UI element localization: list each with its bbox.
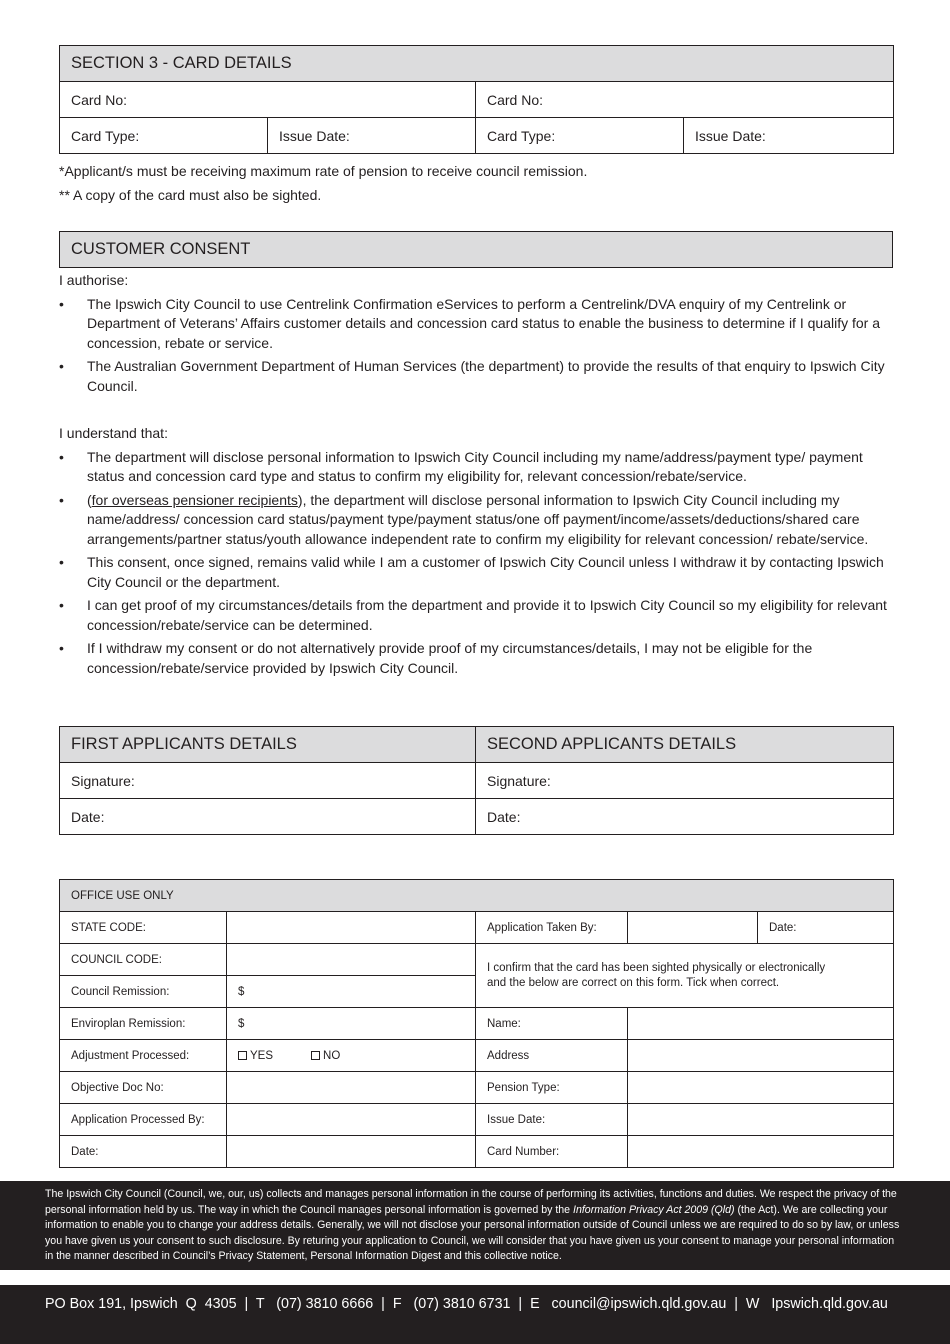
- card-type-field-1[interactable]: Card Type:: [60, 118, 268, 154]
- application-taken-by-field[interactable]: [628, 912, 758, 944]
- checkbox-icon: [311, 1051, 320, 1060]
- pension-type-label: Pension Type:: [476, 1072, 628, 1104]
- card-no-field-1[interactable]: Card No:: [60, 82, 476, 118]
- customer-consent-header: [59, 231, 893, 268]
- card-type-field-2[interactable]: Card Type:: [476, 118, 684, 154]
- application-processed-by-field[interactable]: [227, 1104, 476, 1136]
- list-item: • This consent, once signed, remains valid while I am a customer of Ipswich City Council unless I withdraw it by contacting Ipswich City Council or the department.: [59, 554, 884, 590]
- name-label: Name:: [476, 1008, 628, 1040]
- list-item: • If I withdraw my consent or do not alternatively provide proof of my circumstances/details, I may not be eligible for the concession/rebate/service provided by Ipswich City Council.: [59, 640, 813, 676]
- application-taken-by-label: Application Taken By:: [476, 912, 628, 944]
- council-code-label: COUNCIL CODE:: [60, 944, 227, 976]
- first-date-field[interactable]: Date:: [60, 799, 476, 835]
- card-number-label: Card Number:: [476, 1136, 628, 1168]
- state-code-label: STATE CODE:: [60, 912, 227, 944]
- card-details-table: [59, 45, 894, 154]
- authorise-block: [59, 271, 893, 400]
- state-code-field[interactable]: [227, 912, 476, 944]
- office-use-heading: OFFICE USE ONLY: [60, 880, 894, 912]
- council-remission-field[interactable]: $: [227, 976, 476, 1008]
- yes-checkbox[interactable]: YES: [238, 1050, 273, 1062]
- adjustment-processed-options: [227, 1040, 476, 1072]
- adjustment-processed-label: Adjustment Processed:: [60, 1040, 227, 1072]
- list-item: • I can get proof of my circumstances/details from the department and provide it to Ipswich City Council so my eligibility for relevant concession/rebate/service can be determined.: [59, 597, 887, 633]
- taken-date-field[interactable]: Date:: [758, 912, 894, 944]
- processed-date-label: Date:: [60, 1136, 227, 1168]
- customer-consent-heading: CUSTOMER CONSENT: [60, 232, 893, 268]
- first-applicant-heading: FIRST APPLICANTS DETAILS: [60, 727, 476, 763]
- card-sighted-confirmation[interactable]: I confirm that the card has been sighted physically or electronically and the below are correct on this form. Tick when correct.: [476, 944, 894, 1008]
- council-code-field[interactable]: [227, 944, 476, 976]
- issue-date-label: Issue Date:: [476, 1104, 628, 1136]
- office-use-table: [59, 879, 894, 1168]
- issue-date-field[interactable]: [628, 1104, 894, 1136]
- first-signature-field[interactable]: Signature:: [60, 763, 476, 799]
- checkbox-icon: [238, 1051, 247, 1060]
- understand-intro: I understand that:: [59, 425, 168, 441]
- overseas-recipients-text: for overseas pensioner recipients: [91, 491, 298, 508]
- card-number-field[interactable]: [628, 1136, 894, 1168]
- privacy-notice: The Ipswich City Council (Council, we, our, us) collects and manages personal information in the course of performing its activities, functions and duties. We respect the privacy of the personal information held by us. The way in which the Council manages personal information is governed by the Information Privacy Act 2009 (Qld) (the Act). We are collecting your information to enable you to change your address details. Generally, we will not disclose your personal information outside of Council unless we are required to do so by law, or unless you have given us your consent to such disclosure. By returing your application to Council, we will consider that you have given us your consent to manage your personal information in the manner described in Council’s Privacy Statement, Personal Information Digest and this collective notice.: [0, 1181, 950, 1270]
- issue-date-field-1[interactable]: Issue Date:: [268, 118, 476, 154]
- issue-date-field-2[interactable]: Issue Date:: [684, 118, 894, 154]
- understand-block: [59, 424, 893, 682]
- council-remission-label: Council Remission:: [60, 976, 227, 1008]
- pension-type-field[interactable]: [628, 1072, 894, 1104]
- objective-doc-no-label: Objective Doc No:: [60, 1072, 227, 1104]
- no-checkbox[interactable]: NO: [311, 1050, 340, 1062]
- objective-doc-no-field[interactable]: [227, 1072, 476, 1104]
- authorise-intro: I authorise:: [59, 272, 129, 288]
- card-details-heading: SECTION 3 - CARD DETAILS: [60, 46, 894, 82]
- name-field[interactable]: [628, 1008, 894, 1040]
- address-field[interactable]: [628, 1040, 894, 1072]
- list-item: • The Australian Government Department of Human Services (the department) to provide the results of that enquiry to Ipswich City Council.: [59, 358, 885, 394]
- application-processed-by-label: Application Processed By:: [60, 1104, 227, 1136]
- pension-rate-note: *Applicant/s must be receiving maximum rate of pension to receive council remission.: [59, 163, 588, 179]
- understand-list: [59, 448, 893, 679]
- enviroplan-remission-label: Enviroplan Remission:: [60, 1008, 227, 1040]
- contact-footer: PO Box 191, Ipswich Q 4305 | T (07) 3810 6666 | F (07) 3810 6731 | E council@ipswich.qld.gov.au | W Ipswich.qld.gov.au: [0, 1285, 950, 1344]
- processed-date-field[interactable]: [227, 1136, 476, 1168]
- second-signature-field[interactable]: Signature:: [476, 763, 894, 799]
- list-item: • (for overseas pensioner recipients), the department will disclose personal information to Ipswich City Council including my name/address/ concession card status/payment type/payment status/one off payment/income/assets/deductions/shared care arrangements/partner status/youth allowance independent rate to confirm my eligibility for relevant concession/ rebate/service.: [59, 491, 869, 547]
- second-date-field[interactable]: Date:: [476, 799, 894, 835]
- address-label: Address: [476, 1040, 628, 1072]
- second-applicant-heading: SECOND APPLICANTS DETAILS: [476, 727, 894, 763]
- card-sighted-note: ** A copy of the card must also be sighted.: [59, 187, 322, 203]
- list-item: • The department will disclose personal information to Ipswich City Council including my name/address/payment type/ payment status and concession card type and status to confirm my eligibility for, relevant concession/rebate/service.: [59, 448, 863, 484]
- card-no-field-2[interactable]: Card No:: [476, 82, 894, 118]
- privacy-act-name: Information Privacy Act 2009 (Qld): [573, 1203, 735, 1216]
- list-item: • The Ipswich City Council to use Centrelink Confirmation eServices to perform a Centrelink/DVA enquiry of my Centrelink or Department of Veterans’ Affairs customer details and concession card status to enable the business to determine if I qualify for a concession, rebate or service.: [59, 295, 880, 351]
- enviroplan-remission-field[interactable]: $: [227, 1008, 476, 1040]
- authorise-list: [59, 295, 893, 397]
- applicants-table: [59, 726, 894, 835]
